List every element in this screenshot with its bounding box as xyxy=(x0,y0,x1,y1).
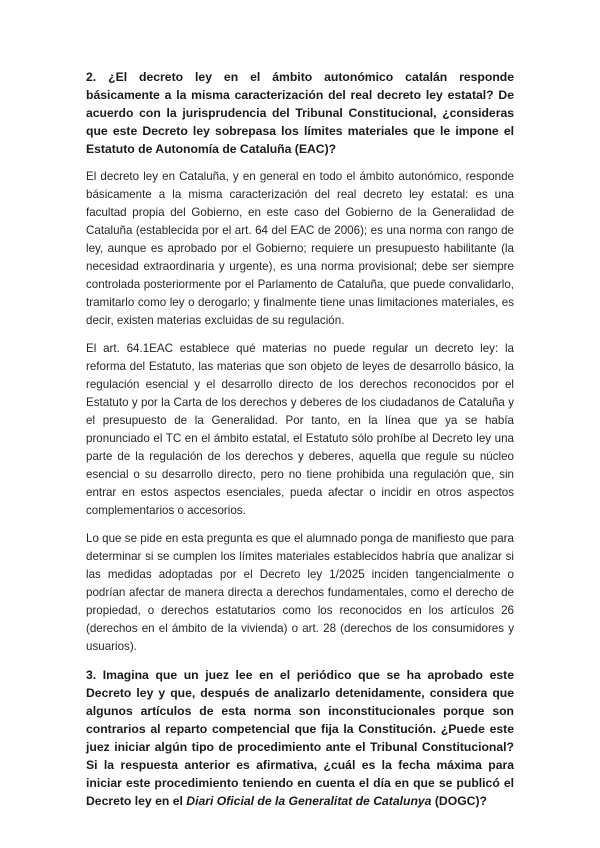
dogc-title: Diari Oficial de la Generalitat de Catalunya xyxy=(186,794,432,808)
question-3-end: (DOGC)? xyxy=(431,794,487,808)
question-3-text: 3. Imagina que un juez lee en el periódico que se ha aprobado este Decreto ley y que, después de analizarlo detenidamente, considera que algunos artículos de esta norma son inconstitucionales porque son contrarios al reparto competencial que fija la Constitución. ¿Puede este juez iniciar algún tipo de procedimiento ante el Tribunal Constitucional? Si la respuesta anterior es afirmativa, ¿cuál es la fecha máxima para iniciar este procedimiento teniendo en cuenta el día en que se publicó el Decreto ley en el xyxy=(86,668,514,808)
answer-paragraph-2: El art. 64.1EAC establece qué materias no puede regular un decreto ley: la reforma del Estatuto, las materias que son objeto de leyes de desarrollo básico, la regulación esencial y el desarrollo directo de los derechos reconocidos por el Estatuto y por la Carta de los derechos y deberes de los ciudadanos de Cataluña y el presupuesto de la Generalidad. Por tanto, en la línea que ya se había pronunciado el TC en el ámbito estatal, el Estatuto sólo prohíbe al Decreto ley una parte de la regulación de los derechos y deberes, aquella que regule su núcleo esencial o su desarrollo directo, pero no tiene prohibida una regulación que, sin entrar en estos aspectos esenciales, pueda afectar o incidir en otros aspectos complementarios o accesorios. xyxy=(86,342,514,517)
answer-paragraph-3: Lo que se pide en esta pregunta es que el alumnado ponga de manifiesto que para determinar si se cumplen los límites materiales establecidos habría que analizar si las medidas adoptadas por el Decreto ley 1/2025 inciden tangencialmente o podrían afectar de manera directa a derechos fundamentales, como el derecho de propiedad, o derechos estatutarios como los reconocidos en los artículos 26 (derechos en el ámbito de la vivienda) o art. 28 (derechos de los consumidores y usuarios). xyxy=(86,532,514,653)
answer-paragraph-1: El decreto ley en Cataluña, y en general en todo el ámbito autonómico, responde básicamente a la misma caracterización del real decreto ley estatal: es una facultad propia del Gobierno, en este caso del Gobierno de la Generalidad de Cataluña (establecida por el art. 64 del EAC de 2006); es una norma con rango de ley, aunque es aprobado por el Gobierno; requiere un presupuesto habilitante (la necesidad extraordinaria y urgente), es una norma provisional; debe ser siempre controlada posteriormente por el Parlamento de Cataluña, que puede convalidarlo, tramitarlo como ley o derogarlo; y finalmente tiene unas limitaciones materiales, es decir, existen materias excluidas de su regulación. xyxy=(86,170,514,327)
question-2: 2. ¿El decreto ley en el ámbito autonómico catalán responde básicamente a la misma caracterización del real decreto ley estatal? De acuerdo con la jurisprudencia del Tribunal Constitucional, ¿consideras que este Decreto ley sobrepasa los límites materiales que le impone el Estatuto de Autonomía de Cataluña (EAC)? xyxy=(86,70,514,156)
question-3 xyxy=(86,666,514,810)
